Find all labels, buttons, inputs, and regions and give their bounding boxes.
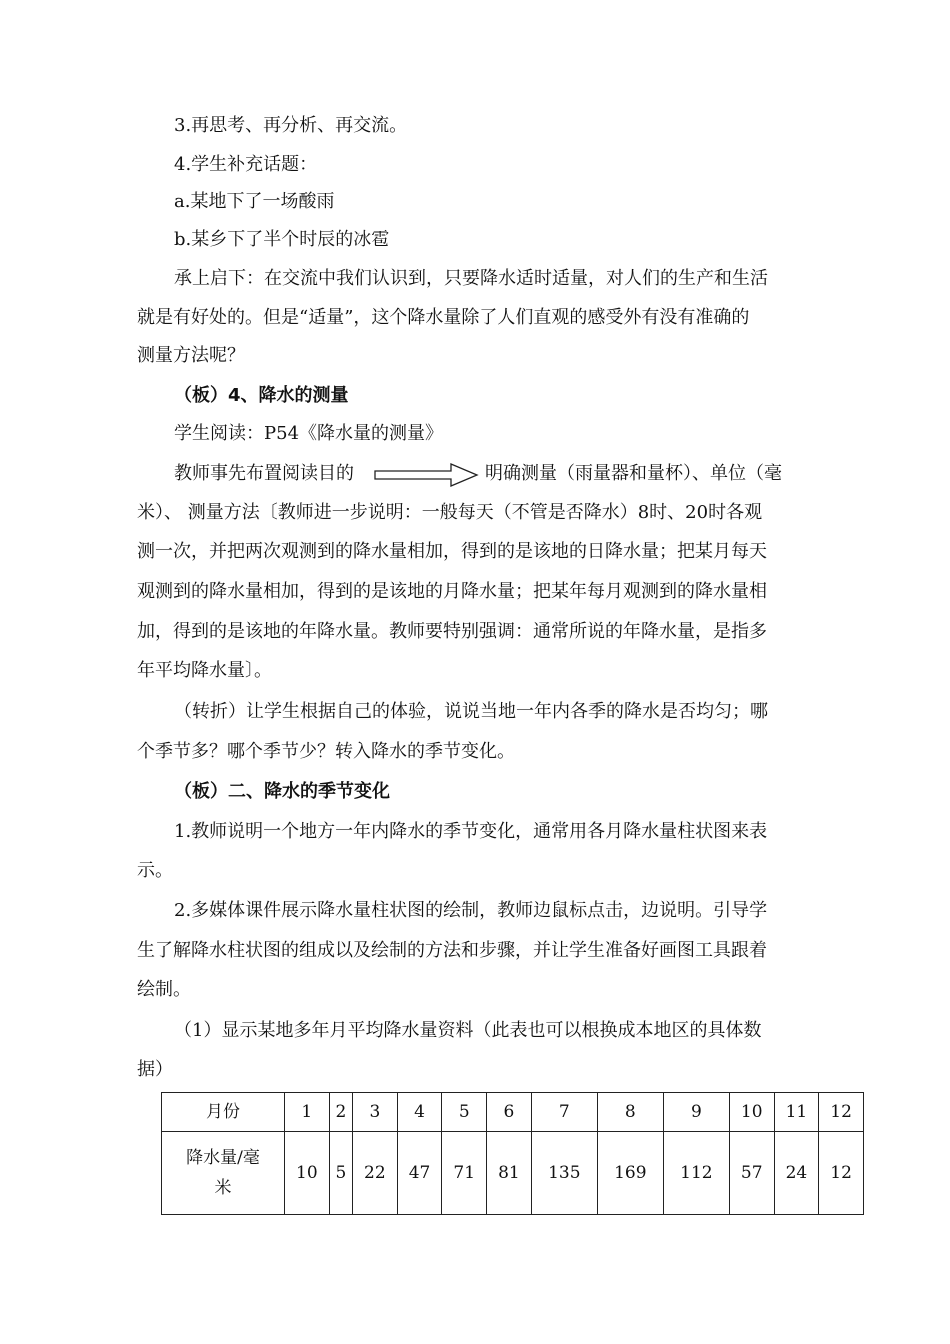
paragraph-line: 个季节多？哪个季节少？转入降水的季节变化。 (137, 741, 515, 762)
month-cell: 7 (531, 1093, 597, 1132)
paragraph-line: 米）、 测量方法〔教师进一步说明：一般每天（不管是否降水）8时、20时各观 (137, 502, 763, 523)
reading-line: 学生阅读：P54《降水量的测量》 (174, 423, 444, 444)
paragraph-line: （转折）让学生根据自己的体验，说说当地一年内各季的降水是否均匀；哪 (174, 701, 768, 722)
paragraph-line: 明确测量（雨量器和量杯）、单位（毫 (485, 463, 782, 484)
precipitation-table (161, 1092, 864, 1215)
paragraph-line: 加，得到的是该地的年降水量。教师要特别强调：通常所说的年降水量，是指多 (137, 621, 767, 642)
paragraph-line: 承上启下：在交流中我们认识到，只要降水适时适量，对人们的生产和生活 (174, 268, 768, 289)
value-cell: 135 (531, 1132, 597, 1215)
month-cell: 5 (442, 1093, 487, 1132)
value-cell: 47 (397, 1132, 442, 1215)
section-heading-measurement: （板）4、降水的测量 (174, 385, 349, 406)
value-cell: 22 (353, 1132, 398, 1215)
paragraph-line: 就是有好处的。但是“适量”，这个降水量除了人们直观的感受外有没有准确的 (137, 307, 750, 328)
section-heading-seasonal: （板）二、降水的季节变化 (174, 781, 390, 802)
paragraph-line: 据） (137, 1059, 173, 1080)
paragraph-line: 2.多媒体课件展示降水量柱状图的绘制，教师边鼠标点击，边说明。引导学 (174, 900, 768, 921)
month-row (162, 1093, 864, 1132)
month-cell: 2 (329, 1093, 352, 1132)
item-3-line: 3.再思考、再分析、再交流。 (174, 115, 408, 136)
paragraph-line: 测一次，并把两次观测到的降水量相加，得到的是该地的日降水量；把某月每天 (137, 541, 767, 562)
value-cell: 112 (663, 1132, 729, 1215)
paragraph-line: 生了解降水柱状图的组成以及绘制的方法和步骤，并让学生准备好画图工具跟着 (137, 940, 767, 961)
value-cell: 5 (329, 1132, 352, 1215)
item-a-line: a.某地下了一场酸雨 (174, 191, 335, 212)
value-cell: 57 (729, 1132, 774, 1215)
month-cell: 1 (285, 1093, 330, 1132)
month-cell: 10 (729, 1093, 774, 1132)
precipitation-header-text: 降水量/毫 (186, 1148, 260, 1168)
item-4-line: 4.学生补充话题： (174, 154, 318, 175)
item-b-line: b.某乡下了半个时辰的冰雹 (174, 229, 390, 250)
month-cell: 8 (597, 1093, 663, 1132)
value-cell: 12 (819, 1132, 864, 1215)
paragraph-line: 教师事先布置阅读目的 (174, 463, 354, 484)
paragraph-line: 观测到的降水量相加，得到的是该地的月降水量；把某年每月观测到的降水量相 (137, 581, 767, 602)
paragraph-line: （1）显示某地多年月平均降水量资料（此表也可以根换成本地区的具体数 (174, 1020, 762, 1041)
value-cell: 10 (285, 1132, 330, 1215)
month-cell: 6 (487, 1093, 532, 1132)
month-cell: 9 (663, 1093, 729, 1132)
value-cell: 81 (487, 1132, 532, 1215)
month-header-cell: 月份 (162, 1093, 285, 1132)
precipitation-header-cell (162, 1132, 285, 1215)
paragraph-line: 年平均降水量〕。 (137, 660, 272, 681)
month-cell: 11 (774, 1093, 819, 1132)
value-cell: 71 (442, 1132, 487, 1215)
precipitation-row (162, 1132, 864, 1215)
month-cell: 3 (353, 1093, 398, 1132)
precipitation-header-unit: 米 (214, 1178, 232, 1198)
paragraph-line: 1.教师说明一个地方一年内降水的季节变化，通常用各月降水量柱状图来表 (174, 821, 768, 842)
value-cell: 24 (774, 1132, 819, 1215)
paragraph-line: 示。 (137, 860, 173, 881)
month-cell: 12 (819, 1093, 864, 1132)
right-arrow-icon (373, 462, 479, 488)
paragraph-line: 绘制。 (137, 979, 191, 1000)
value-cell: 169 (597, 1132, 663, 1215)
paragraph-line: 测量方法呢？ (137, 345, 245, 366)
month-cell: 4 (397, 1093, 442, 1132)
